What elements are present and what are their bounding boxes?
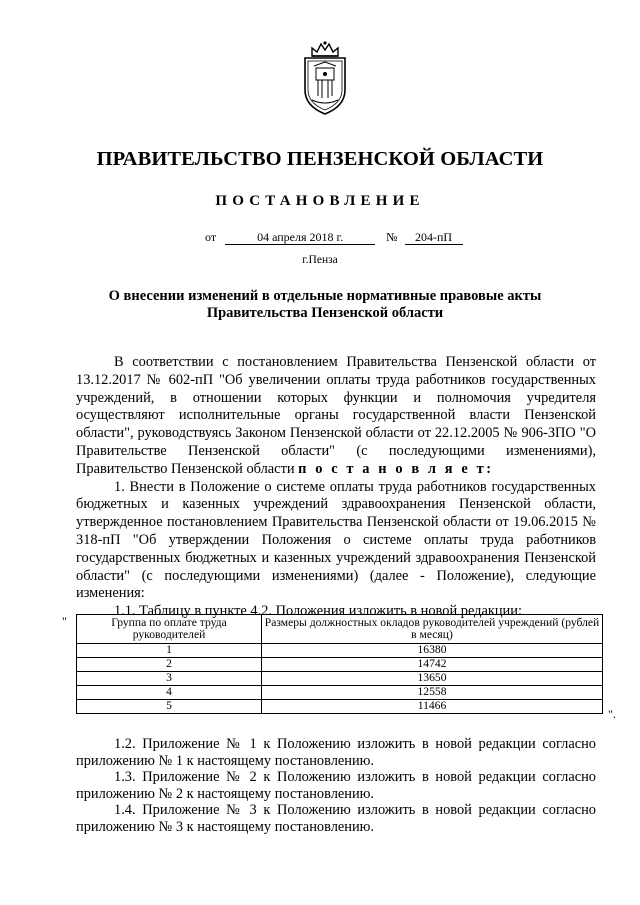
- date-number-line: [205, 230, 463, 245]
- table-row: [77, 700, 603, 714]
- preamble-paragraph: [76, 354, 596, 479]
- number-prefix: №: [386, 230, 398, 244]
- document-body-continued: [76, 736, 596, 836]
- document-subject: [60, 288, 590, 322]
- resolves-word: п о с т а н о в л я е т:: [298, 460, 494, 477]
- date-prefix: от: [205, 230, 217, 244]
- preamble-text: В соответствии с постановлением Правительства Пензенской области от 13.12.2017 № 602-пП "Об увеличении оплаты труда работников государственных учреждений, в отношении которых функции и полномочия учредителя осуществляют исполнительные органы государственной власти Пензенской области", руководствуясь Законом Пензенской области от 22.12.2005 № 906-ЗПО "О Правительстве Пензенской области" (с последующими изменениями), Правительство Пензенской области: [76, 354, 596, 477]
- salary-cell: 11466: [262, 700, 603, 714]
- header-pay-group: Группа по оплате труда руководителей: [77, 615, 262, 644]
- table-row: [77, 672, 603, 686]
- table-quote-open: ": [62, 614, 67, 628]
- group-cell: 3: [77, 672, 262, 686]
- item-1-4: 1.4. Приложение № 3 к Положению изложить в новой редакции согласно приложению № 3 к настоящему постановлению.: [76, 802, 596, 835]
- decree-number: 204-пП: [405, 231, 463, 245]
- table-row: [77, 686, 603, 700]
- header-salary-size: Размеры должностных окладов руководителей учреждений (рублей в месяц): [262, 615, 603, 644]
- city: г.Пенза: [302, 254, 338, 266]
- table-header-row: [77, 615, 603, 644]
- group-cell: 1: [77, 644, 262, 658]
- table-quote-close: ".: [608, 707, 616, 721]
- subject-line-1: О внесении изменений в отдельные нормативные правовые акты: [108, 288, 542, 304]
- decree-date: 04 апреля 2018 г.: [225, 231, 375, 245]
- subject-line-2: Правительства Пензенской области: [206, 305, 444, 321]
- document-body: [76, 354, 596, 621]
- group-cell: 5: [77, 700, 262, 714]
- item-1-1: 1.1. Таблицу в пункте 4.2. Положения изложить в новой редакции:: [114, 603, 522, 620]
- table-row: [77, 644, 603, 658]
- salary-table: [76, 614, 603, 714]
- salary-cell: 13650: [262, 672, 603, 686]
- item-1-3: 1.3. Приложение № 2 к Положению изложить в новой редакции согласно приложению № 2 к настоящему постановлению.: [76, 769, 596, 802]
- salary-cell: 12558: [262, 686, 603, 700]
- table-row: [77, 658, 603, 672]
- government-title: ПРАВИТЕЛЬСТВО ПЕНЗЕНСКОЙ ОБЛАСТИ: [96, 148, 544, 170]
- salary-cell: 16380: [262, 644, 603, 658]
- item-1-2: 1.2. Приложение № 1 к Положению изложить в новой редакции согласно приложению № 1 к настоящему постановлению.: [76, 736, 596, 769]
- group-cell: 4: [77, 686, 262, 700]
- coat-of-arms-emblem: [296, 40, 354, 118]
- salary-cell: 14742: [262, 658, 603, 672]
- item-1: 1. Внести в Положение о системе оплаты труда работников государственных бюджетных и казенных учреждений здравоохранения Пензенской области, утвержденное постановлением Правительства Пензенской области от 19.06.2015 № 318-пП "Об утверждении Положения о системе оплаты труда работников государственных бюджетных и казенных учреждений здравоохранения Пензенской области" (с последующими изменениями) (далее - Положение), следующие изменения:: [76, 478, 596, 602]
- document-type: ПОСТАНОВЛЕНИЕ: [215, 193, 425, 209]
- group-cell: 2: [77, 658, 262, 672]
